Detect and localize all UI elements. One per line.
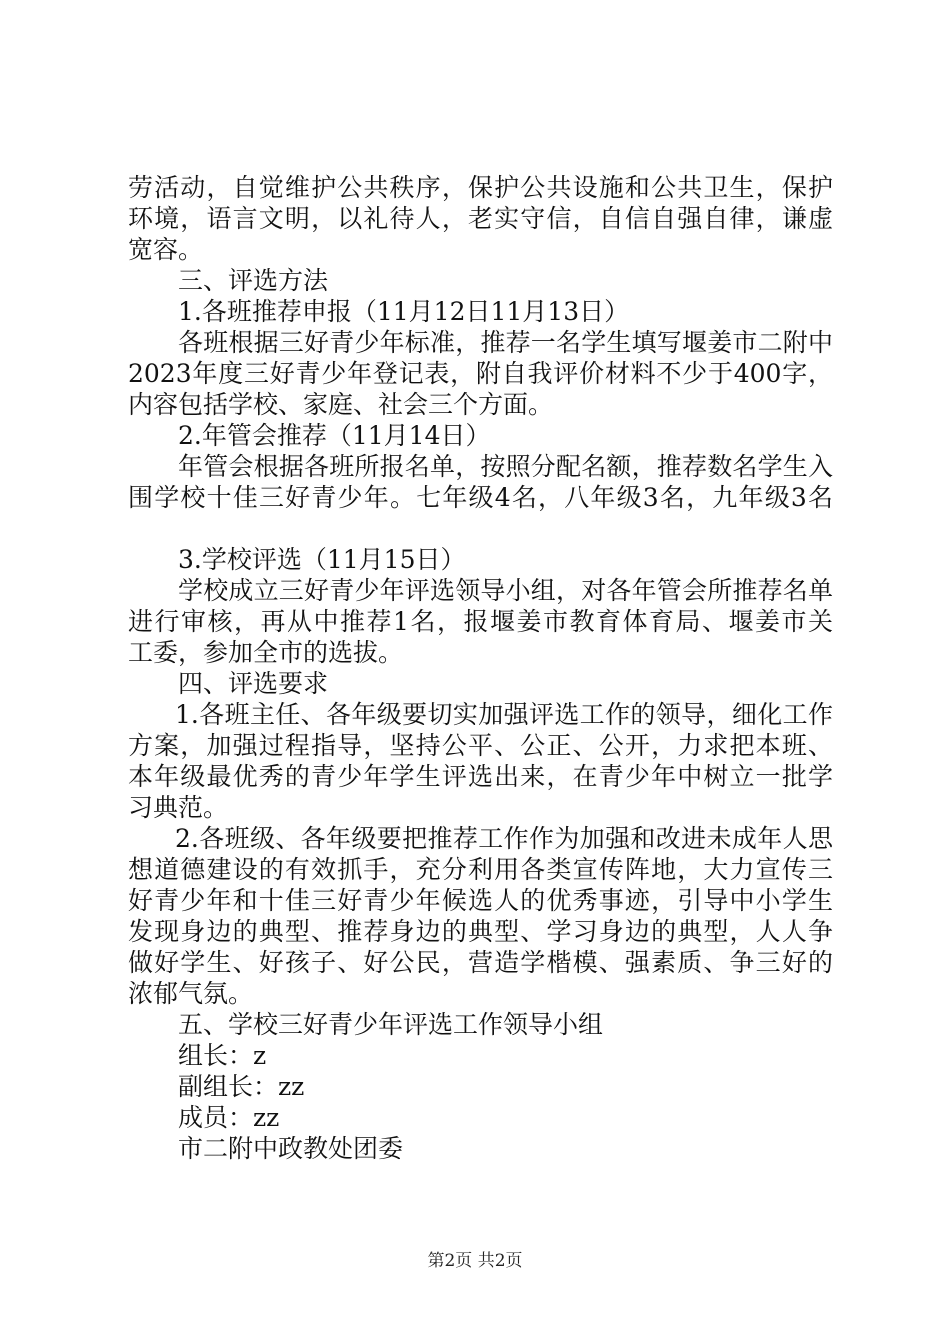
issuing-organization: 市二附中政教处团委 [178,1134,404,1163]
members-entry: 成员：zz [178,1103,280,1132]
paragraph-line: 劳活动，自觉维护公共秩序，保护公共设施和公共卫生，保护 [128,173,833,202]
page-number-label: 第2页 共2页 [427,1251,523,1271]
paragraph-line: 围学校十佳三好青少年。七年级4名，八年级3名，九年级3名 [128,483,833,512]
paragraph-line: 发现身边的典型、推荐身边的典型、学习身边的典型，人人争 [128,917,833,946]
paragraph-line: 想道德建设的有效抓手，充分利用各类宣传阵地，大力宣传三 [128,855,833,884]
paragraph-line: 好青少年和十佳三好青少年候选人的优秀事迹，引导中小学生 [128,886,833,915]
paragraph-line: 环境，语言文明，以礼待人，老实守信，自信自强自律，谦虚 [128,204,833,233]
paragraph-line: 方案，加强过程指导，坚持公平、公正、公开，力求把本班、 [128,731,833,760]
paragraph-line: 浓郁气氛。 [128,979,254,1008]
subheading-class-recommend: 1.各班推荐申报（11月12日11月13日） [178,297,630,326]
leader-entry: 组长：z [178,1041,267,1070]
blank-line [128,513,833,544]
paragraph-line: 宽容。 [128,235,204,264]
paragraph-line: 年管会根据各班所报名单，按照分配名额，推荐数名学生入 [178,452,833,481]
section-heading-method: 三、评选方法 [178,266,329,295]
deputy-leader-entry: 副组长：zz [178,1072,305,1101]
paragraph-line: 习典范。 [128,793,229,822]
paragraph-line: 各班根据三好青少年标准，推荐一名学生填写堰姜市二附中 [178,328,833,357]
page-footer [0,1246,950,1271]
subheading-school-selection: 3.学校评选（11月15日） [178,545,466,574]
paragraph-line: 2023年度三好青少年登记表，附自我评价材料不少于400字， [128,359,833,388]
paragraph-line: 工委，参加全市的选拔。 [128,638,404,667]
paragraph-line: 学校成立三好青少年评选领导小组，对各年管会所推荐名单 [178,576,833,605]
paragraph-line: 内容包括学校、家庭、社会三个方面。 [128,390,554,419]
paragraph-line: 本年级最优秀的青少年学生评选出来，在青少年中树立一批学 [128,762,833,791]
paragraph-line: 2.各班级、各年级要把推荐工作作为加强和改进未成年人思 [175,824,833,853]
section-heading-leadership: 五、学校三好青少年评选工作领导小组 [178,1010,604,1039]
document-body [128,172,833,1164]
subheading-grade-recommend: 2.年管会推荐（11月14日） [178,421,491,450]
paragraph-line: 进行审核，再从中推荐1名，报堰姜市教育体育局、堰姜市关 [128,607,833,636]
paragraph-line: 1.各班主任、各年级要切实加强评选工作的领导，细化工作 [175,700,833,729]
section-heading-requirements: 四、评选要求 [178,669,329,698]
paragraph-line: 做好学生、好孩子、好公民，营造学楷模、强素质、争三好的 [128,948,833,977]
